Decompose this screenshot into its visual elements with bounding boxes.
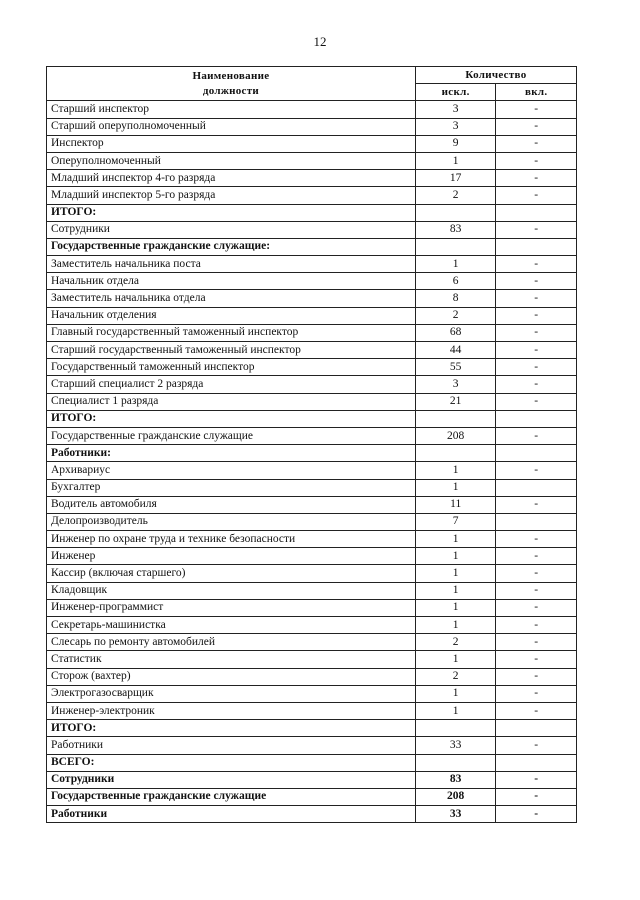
cell-position-name: Государственный таможенный инспектор <box>47 359 416 376</box>
cell-incl: - <box>496 101 577 118</box>
cell-excl <box>415 445 496 462</box>
table-row <box>47 634 577 651</box>
table-body <box>47 101 577 823</box>
cell-excl <box>415 754 496 771</box>
cell-excl: 9 <box>415 135 496 152</box>
cell-position-name: Кладовщик <box>47 582 416 599</box>
cell-excl <box>415 204 496 221</box>
cell-incl: - <box>496 221 577 238</box>
cell-incl <box>496 754 577 771</box>
cell-position-name: Сотрудники <box>47 221 416 238</box>
cell-excl: 1 <box>415 617 496 634</box>
cell-incl: - <box>496 324 577 341</box>
cell-excl: 1 <box>415 702 496 719</box>
table-row <box>47 256 577 273</box>
cell-incl: - <box>496 152 577 169</box>
cell-incl: - <box>496 788 577 805</box>
header-excl: искл. <box>415 84 496 101</box>
cell-excl: 33 <box>415 806 496 823</box>
cell-position-name: Оперуполномоченный <box>47 152 416 169</box>
table-row <box>47 685 577 702</box>
table-row <box>47 152 577 169</box>
table-row <box>47 651 577 668</box>
cell-incl <box>496 720 577 737</box>
cell-incl: - <box>496 806 577 823</box>
table-row <box>47 427 577 444</box>
table-row <box>47 118 577 135</box>
cell-excl: 1 <box>415 462 496 479</box>
cell-excl: 6 <box>415 273 496 290</box>
cell-incl: - <box>496 187 577 204</box>
cell-excl: 1 <box>415 565 496 582</box>
cell-excl: 8 <box>415 290 496 307</box>
cell-incl: - <box>496 685 577 702</box>
cell-excl: 3 <box>415 118 496 135</box>
cell-excl: 21 <box>415 393 496 410</box>
table-row <box>47 806 577 823</box>
header-position-name <box>47 67 416 101</box>
cell-incl: - <box>496 651 577 668</box>
cell-excl: 1 <box>415 152 496 169</box>
table-row <box>47 771 577 788</box>
cell-position-name: Заместитель начальника поста <box>47 256 416 273</box>
cell-position-name: Государственные гражданские служащие: <box>47 238 416 255</box>
table-row <box>47 617 577 634</box>
cell-excl: 33 <box>415 737 496 754</box>
cell-position-name: Работники <box>47 737 416 754</box>
table-row <box>47 479 577 496</box>
cell-excl: 44 <box>415 342 496 359</box>
cell-incl: - <box>496 118 577 135</box>
cell-incl <box>496 238 577 255</box>
cell-incl: - <box>496 462 577 479</box>
table-row <box>47 101 577 118</box>
cell-incl: - <box>496 170 577 187</box>
table-row <box>47 668 577 685</box>
cell-incl: - <box>496 565 577 582</box>
cell-excl: 208 <box>415 788 496 805</box>
table-row <box>47 204 577 221</box>
cell-position-name: Делопроизводитель <box>47 513 416 530</box>
cell-excl: 1 <box>415 548 496 565</box>
cell-position-name: Начальник отделения <box>47 307 416 324</box>
cell-position-name: Младший инспектор 4-го разряда <box>47 170 416 187</box>
table-row <box>47 702 577 719</box>
cell-excl: 1 <box>415 582 496 599</box>
cell-excl: 83 <box>415 771 496 788</box>
cell-position-name: Слесарь по ремонту автомобилей <box>47 634 416 651</box>
cell-position-name: Секретарь-машинистка <box>47 617 416 634</box>
header-name-line1: Наименование <box>192 69 270 82</box>
cell-excl: 3 <box>415 376 496 393</box>
cell-excl: 1 <box>415 531 496 548</box>
table-row <box>47 170 577 187</box>
cell-excl: 1 <box>415 479 496 496</box>
table-row <box>47 565 577 582</box>
cell-incl: - <box>496 342 577 359</box>
cell-incl: - <box>496 135 577 152</box>
cell-incl: - <box>496 531 577 548</box>
table-row <box>47 376 577 393</box>
cell-excl: 2 <box>415 668 496 685</box>
cell-excl: 2 <box>415 634 496 651</box>
cell-incl: - <box>496 376 577 393</box>
table-row <box>47 342 577 359</box>
cell-incl: - <box>496 427 577 444</box>
cell-incl <box>496 410 577 427</box>
table-row <box>47 531 577 548</box>
cell-incl: - <box>496 548 577 565</box>
cell-position-name: Государственные гражданские служащие <box>47 788 416 805</box>
cell-excl: 1 <box>415 685 496 702</box>
header-name-line2: должности <box>202 84 260 97</box>
cell-position-name: Работники <box>47 806 416 823</box>
table-row <box>47 513 577 530</box>
table-row <box>47 290 577 307</box>
cell-position-name: Сторож (вахтер) <box>47 668 416 685</box>
cell-position-name: Бухгалтер <box>47 479 416 496</box>
table-row <box>47 720 577 737</box>
header-incl: вкл. <box>496 84 577 101</box>
cell-incl: - <box>496 307 577 324</box>
cell-position-name: Заместитель начальника отдела <box>47 290 416 307</box>
cell-position-name: Электрогазосварщик <box>47 685 416 702</box>
table-row <box>47 359 577 376</box>
cell-position-name: Старший специалист 2 разряда <box>47 376 416 393</box>
cell-excl: 68 <box>415 324 496 341</box>
cell-position-name: Архивариус <box>47 462 416 479</box>
table-row <box>47 410 577 427</box>
cell-excl: 3 <box>415 101 496 118</box>
cell-position-name: Инженер <box>47 548 416 565</box>
cell-excl: 17 <box>415 170 496 187</box>
cell-incl: - <box>496 634 577 651</box>
cell-excl: 1 <box>415 256 496 273</box>
table-row <box>47 754 577 771</box>
cell-excl: 1 <box>415 599 496 616</box>
cell-incl <box>496 445 577 462</box>
cell-excl: 7 <box>415 513 496 530</box>
cell-position-name: Младший инспектор 5-го разряда <box>47 187 416 204</box>
cell-excl <box>415 238 496 255</box>
cell-incl <box>496 204 577 221</box>
cell-position-name: ИТОГО: <box>47 410 416 427</box>
table-row <box>47 788 577 805</box>
cell-position-name: Статистик <box>47 651 416 668</box>
cell-excl: 208 <box>415 427 496 444</box>
staff-table <box>46 66 577 823</box>
cell-position-name: Главный государственный таможенный инспектор <box>47 324 416 341</box>
cell-incl: - <box>496 393 577 410</box>
cell-excl: 2 <box>415 187 496 204</box>
cell-position-name: Старший инспектор <box>47 101 416 118</box>
cell-incl: - <box>496 496 577 513</box>
cell-incl <box>496 513 577 530</box>
cell-excl: 2 <box>415 307 496 324</box>
cell-incl: - <box>496 273 577 290</box>
table-row <box>47 393 577 410</box>
cell-excl: 83 <box>415 221 496 238</box>
cell-excl <box>415 720 496 737</box>
cell-position-name: Водитель автомобиля <box>47 496 416 513</box>
cell-position-name: Старший государственный таможенный инспектор <box>47 342 416 359</box>
cell-position-name: Старший оперуполномоченный <box>47 118 416 135</box>
cell-position-name: Специалист 1 разряда <box>47 393 416 410</box>
cell-incl: - <box>496 737 577 754</box>
cell-position-name: Инженер-программист <box>47 599 416 616</box>
table-row <box>47 221 577 238</box>
table-row <box>47 324 577 341</box>
cell-position-name: Государственные гражданские служащие <box>47 427 416 444</box>
cell-incl: - <box>496 668 577 685</box>
cell-incl: - <box>496 582 577 599</box>
cell-excl: 1 <box>415 651 496 668</box>
cell-incl: - <box>496 702 577 719</box>
table-row <box>47 273 577 290</box>
cell-incl: - <box>496 599 577 616</box>
table-row <box>47 307 577 324</box>
cell-incl: - <box>496 617 577 634</box>
table-row <box>47 582 577 599</box>
cell-position-name: Инспектор <box>47 135 416 152</box>
cell-excl: 55 <box>415 359 496 376</box>
table-row <box>47 737 577 754</box>
table-row <box>47 599 577 616</box>
cell-excl <box>415 410 496 427</box>
cell-position-name: ВСЕГО: <box>47 754 416 771</box>
table-row <box>47 238 577 255</box>
cell-position-name: Начальник отдела <box>47 273 416 290</box>
cell-incl <box>496 479 577 496</box>
cell-position-name: Инженер по охране труда и технике безопасности <box>47 531 416 548</box>
header-quantity: Количество <box>415 67 576 84</box>
cell-position-name: Сотрудники <box>47 771 416 788</box>
cell-position-name: Кассир (включая старшего) <box>47 565 416 582</box>
table-row <box>47 187 577 204</box>
cell-excl: 11 <box>415 496 496 513</box>
cell-position-name: Работники: <box>47 445 416 462</box>
cell-incl: - <box>496 256 577 273</box>
page-number: 12 <box>313 34 327 49</box>
cell-incl: - <box>496 290 577 307</box>
cell-incl: - <box>496 359 577 376</box>
table-row <box>47 135 577 152</box>
table-row <box>47 445 577 462</box>
cell-position-name: Инженер-электроник <box>47 702 416 719</box>
table-row <box>47 496 577 513</box>
cell-incl: - <box>496 771 577 788</box>
table-row <box>47 462 577 479</box>
table-row <box>47 548 577 565</box>
cell-position-name: ИТОГО: <box>47 204 416 221</box>
cell-position-name: ИТОГО: <box>47 720 416 737</box>
